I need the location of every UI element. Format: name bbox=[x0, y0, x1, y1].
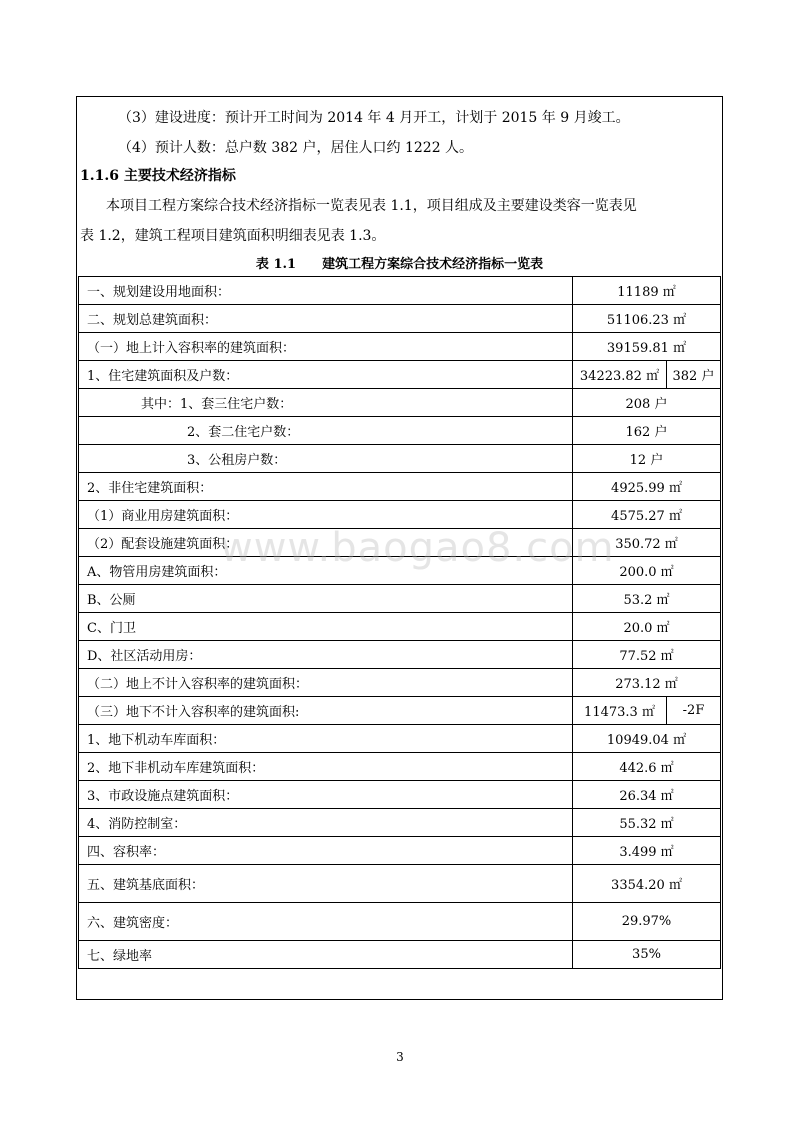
table-row bbox=[79, 585, 721, 613]
row-label: （一）地上计入容积率的建筑面积： bbox=[79, 333, 573, 361]
table-row bbox=[79, 903, 721, 941]
row-label: A、物管用房建筑面积： bbox=[79, 557, 573, 585]
row-label: C、门卫 bbox=[79, 613, 573, 641]
row-value: 4925.99 ㎡ bbox=[573, 473, 721, 501]
row-value: 34223.82 ㎡ bbox=[573, 361, 667, 389]
row-value: 55.32 ㎡ bbox=[573, 809, 721, 837]
table-row bbox=[79, 417, 721, 445]
watermark: www.baogao8.com bbox=[220, 525, 615, 571]
row-value: 162 户 bbox=[573, 417, 721, 445]
row-label: 二、规划总建筑面积： bbox=[79, 305, 573, 333]
table-row bbox=[79, 753, 721, 781]
row-label: 四、容积率： bbox=[79, 837, 573, 865]
row-label: （三）地下不计入容积率的建筑面积: bbox=[79, 697, 573, 725]
row-label: 1、住宅建筑面积及户数： bbox=[79, 361, 573, 389]
table-row bbox=[79, 781, 721, 809]
row-label: 3、市政设施点建筑面积： bbox=[79, 781, 573, 809]
table-row bbox=[79, 669, 721, 697]
table-caption: 表 1.1 建筑工程方案综合技术经济指标一览表 bbox=[255, 257, 544, 272]
table-row bbox=[79, 361, 721, 389]
table-row bbox=[79, 613, 721, 641]
intro-paragraph-line2: 表 1.2，建筑工程项目建筑面积明细表见表 1.3。 bbox=[80, 228, 386, 244]
intro-paragraph-line1: 本项目工程方案综合技术经济指标一览表见表 1.1，项目组成及主要建设类容一览表见 bbox=[106, 198, 637, 214]
table-row bbox=[79, 809, 721, 837]
row-value-secondary: -2F bbox=[667, 697, 721, 725]
table-row bbox=[79, 837, 721, 865]
row-value: 11189 ㎡ bbox=[573, 277, 721, 305]
row-value: 350.72 ㎡ bbox=[573, 529, 721, 557]
row-label: 3、公租房户数： bbox=[79, 445, 573, 473]
technical-indicator-table bbox=[78, 276, 721, 969]
table-row bbox=[79, 501, 721, 529]
table-row bbox=[79, 277, 721, 305]
population-paragraph: （4）预计人数：总户数 382 户，居住人口约 1222 人。 bbox=[118, 140, 474, 156]
row-value: 26.34 ㎡ bbox=[573, 781, 721, 809]
table-row bbox=[79, 445, 721, 473]
table-row bbox=[79, 725, 721, 753]
row-label: 2、套二住宅户数： bbox=[79, 417, 573, 445]
row-value: 35% bbox=[573, 941, 721, 969]
row-value-secondary: 382 户 bbox=[667, 361, 721, 389]
row-label: 五、建筑基底面积： bbox=[79, 865, 573, 903]
row-label: D、社区活动用房： bbox=[79, 641, 573, 669]
row-value: 51106.23 ㎡ bbox=[573, 305, 721, 333]
row-value: 200.0 ㎡ bbox=[573, 557, 721, 585]
row-value: 20.0 ㎡ bbox=[573, 613, 721, 641]
row-label: 其中：1、套三住宅户数： bbox=[79, 389, 573, 417]
table-row bbox=[79, 865, 721, 903]
row-label: 2、非住宅建筑面积： bbox=[79, 473, 573, 501]
page-number: 3 bbox=[396, 1050, 404, 1064]
row-label: （2）配套设施建筑面积： bbox=[79, 529, 573, 557]
section-heading: 1.1.6 主要技术经济指标 bbox=[80, 168, 236, 184]
table-row bbox=[79, 557, 721, 585]
row-value: 10949.04 ㎡ bbox=[573, 725, 721, 753]
table-row bbox=[79, 473, 721, 501]
row-label: B、公厕 bbox=[79, 585, 573, 613]
table-row bbox=[79, 941, 721, 969]
row-value: 4575.27 ㎡ bbox=[573, 501, 721, 529]
row-value: 53.2 ㎡ bbox=[573, 585, 721, 613]
table-row bbox=[79, 389, 721, 417]
row-value: 11473.3 ㎡ bbox=[573, 697, 667, 725]
table-row bbox=[79, 641, 721, 669]
row-value: 3.499 ㎡ bbox=[573, 837, 721, 865]
row-value: 77.52 ㎡ bbox=[573, 641, 721, 669]
table-row bbox=[79, 305, 721, 333]
row-label: 七、绿地率 bbox=[79, 941, 573, 969]
row-value: 29.97% bbox=[573, 903, 721, 941]
row-value: 12 户 bbox=[573, 445, 721, 473]
row-value: 39159.81 ㎡ bbox=[573, 333, 721, 361]
row-value: 208 户 bbox=[573, 389, 721, 417]
row-label: 2、地下非机动车库建筑面积： bbox=[79, 753, 573, 781]
row-label: 六、建筑密度： bbox=[79, 903, 573, 941]
table-row bbox=[79, 333, 721, 361]
row-label: （二）地上不计入容积率的建筑面积： bbox=[79, 669, 573, 697]
row-label: （1）商业用房建筑面积： bbox=[79, 501, 573, 529]
row-label: 一、规划建设用地面积： bbox=[79, 277, 573, 305]
row-value: 3354.20 ㎡ bbox=[573, 865, 721, 903]
row-value: 273.12 ㎡ bbox=[573, 669, 721, 697]
row-label: 1、地下机动车库面积： bbox=[79, 725, 573, 753]
row-value: 442.6 ㎡ bbox=[573, 753, 721, 781]
table-row bbox=[79, 529, 721, 557]
row-label: 4、消防控制室： bbox=[79, 809, 573, 837]
table-row bbox=[79, 697, 721, 725]
schedule-paragraph: （3）建设进度：预计开工时间为 2014 年 4 月开工，计划于 2015 年 9 月竣工。 bbox=[118, 110, 630, 126]
